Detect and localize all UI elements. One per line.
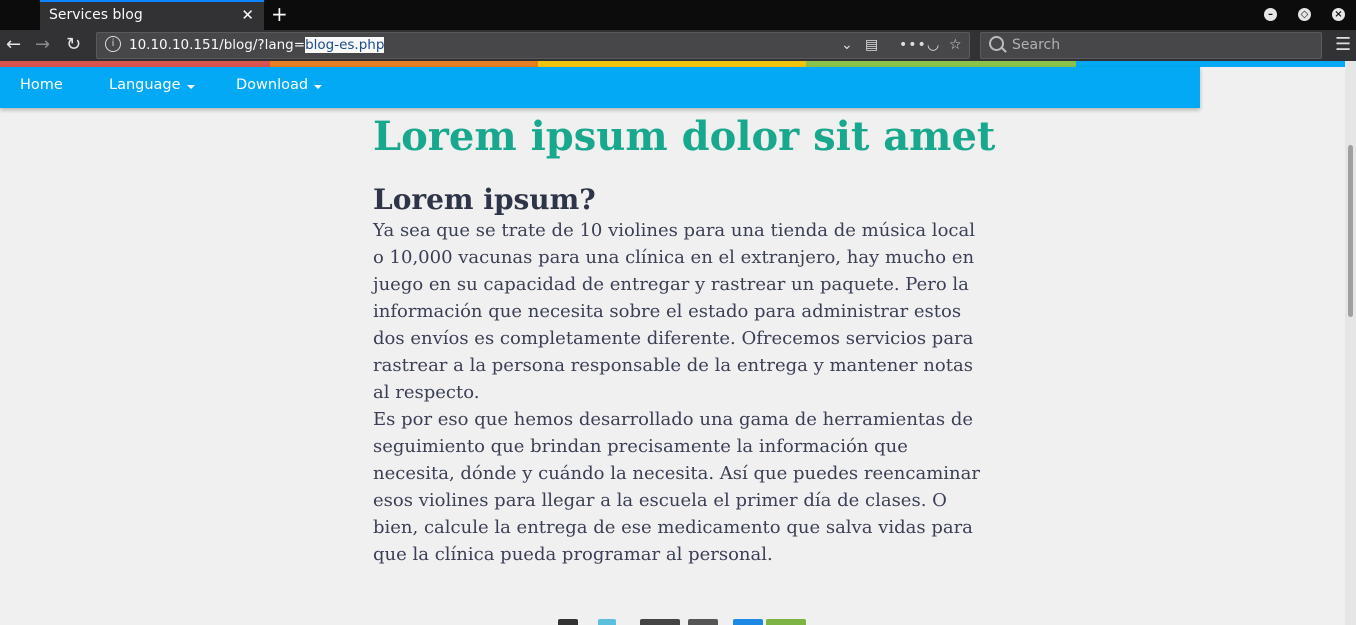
page-title: Lorem ipsum dolor sit amet	[373, 113, 996, 160]
article-paragraph: Ya sea que se trate de 10 violines para una tienda de música local o 10,000 vacunas para una clínica en el extranjero, hay mucho en juego en su capacidad de entregar y rastrear un paquete. Pero la información que necesita sobre el estado para administrar estos dos envíos es completamente diferente. Ofrecemos servicios para rastrear a la persona responsable de la entrega y mantener notas al respecto.	[373, 220, 975, 403]
dock-item[interactable]	[598, 619, 616, 625]
new-tab-button[interactable]: +	[271, 2, 288, 26]
nav-language-label: Language	[109, 77, 181, 93]
search-placeholder: Search	[1012, 37, 1061, 53]
forward-button[interactable]: →	[35, 34, 51, 55]
dock-item[interactable]	[558, 619, 578, 625]
minimize-icon: –	[1268, 9, 1273, 20]
nav-download-label: Download	[236, 77, 309, 93]
search-icon	[989, 36, 1004, 51]
url-text[interactable]	[129, 37, 384, 53]
pocket-icon[interactable]: ◡	[927, 37, 940, 53]
url-prefix: 10.10.10.151/blog/?lang=	[129, 37, 306, 53]
back-button[interactable]: ←	[6, 34, 22, 55]
maximize-button[interactable]	[1298, 8, 1311, 21]
hamburger-menu-icon[interactable]: ☰	[1335, 34, 1352, 55]
tab-title: Services blog	[49, 7, 143, 23]
section-heading: Lorem ipsum?	[373, 183, 596, 216]
nav-download-dropdown[interactable]	[236, 77, 322, 93]
scrollbar-thumb[interactable]	[1348, 145, 1353, 317]
nav-toolbar	[0, 30, 1356, 61]
page-scrollbar[interactable]	[1345, 61, 1356, 625]
article	[373, 111, 996, 568]
url-bar[interactable]	[96, 32, 970, 59]
reload-button[interactable]: ↻	[66, 34, 82, 55]
nav-language-dropdown[interactable]	[109, 77, 195, 93]
dock-item[interactable]	[688, 619, 718, 625]
dock-item[interactable]	[640, 619, 680, 625]
browser-tab[interactable]	[40, 0, 264, 30]
minimize-button[interactable]	[1264, 8, 1277, 21]
nav-home-link[interactable]: Home	[20, 77, 63, 93]
dock-item[interactable]	[733, 619, 763, 625]
more-actions-icon[interactable]: •••	[899, 37, 927, 53]
article-paragraph: Es por eso que hemos desarrollado una gama de herramientas de seguimiento que brindan precisamente la información que necesita, dónde y cuándo la necesita. Así que puedes reencaminar esos violines para llegar a la escuela el primer día de clases. O bien, calcule la entrega de ese medicamento que salva vidas para que la clínica pueda programar al personal.	[373, 409, 980, 565]
close-window-button[interactable]	[1332, 8, 1345, 21]
caret-down-icon	[314, 85, 322, 89]
info-icon[interactable]: i	[105, 36, 121, 52]
chevron-down-icon[interactable]: ⌄	[841, 37, 853, 53]
close-icon: ×	[1334, 9, 1343, 20]
reader-view-icon[interactable]: ▤	[865, 37, 879, 53]
tab-strip	[0, 0, 1356, 30]
caret-down-icon	[187, 85, 195, 89]
maximize-icon: ◇	[1300, 9, 1309, 20]
search-box[interactable]	[980, 32, 1322, 59]
url-selected: blog-es.php	[305, 37, 385, 53]
page-viewport	[0, 61, 1345, 625]
site-navbar	[0, 67, 1200, 108]
dock-item[interactable]	[766, 619, 806, 625]
bookmark-star-icon[interactable]: ☆	[949, 37, 962, 53]
tab-close-icon[interactable]: ✕	[241, 6, 254, 24]
